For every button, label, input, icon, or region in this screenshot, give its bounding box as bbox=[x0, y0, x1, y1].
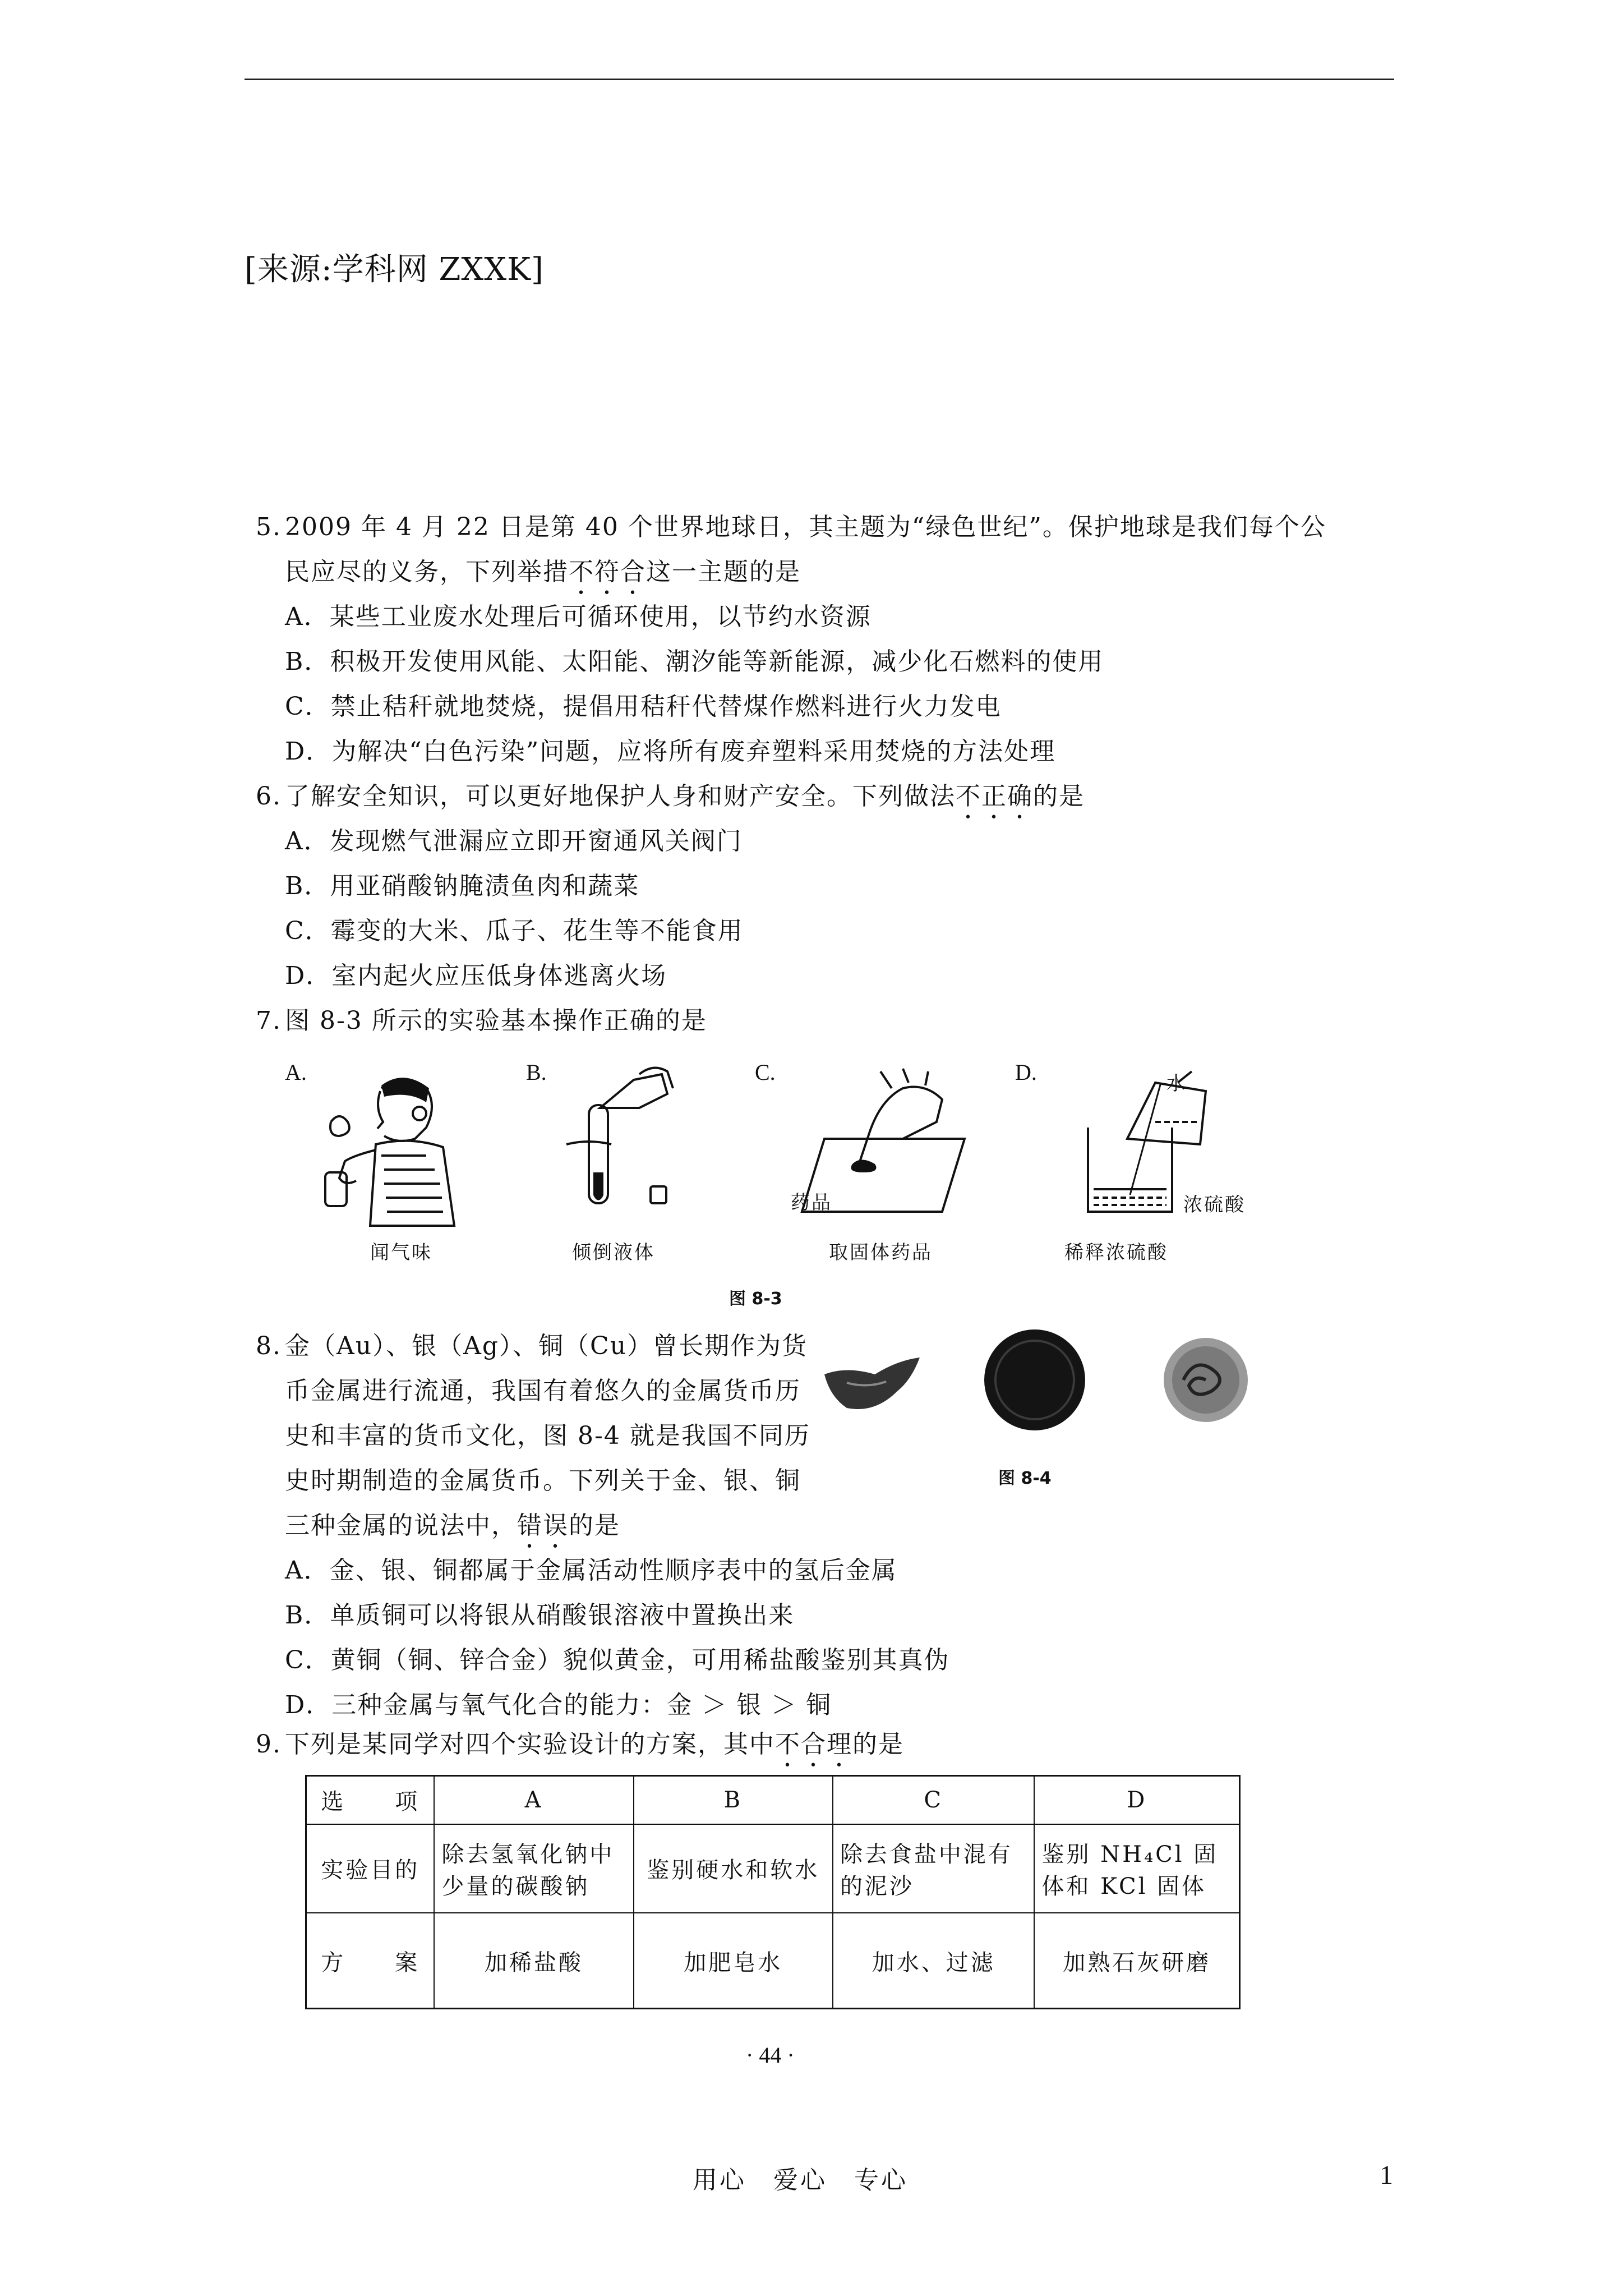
header-rule bbox=[245, 79, 1394, 80]
q5-stem-2a: 民应尽的义务，下列举措 bbox=[285, 558, 569, 586]
q9-number: 9. bbox=[256, 1730, 282, 1759]
q8-option-d: D．三种金属与氧气化合的能力：金 ＞ 银 ＞ 铜 bbox=[285, 1691, 832, 1719]
q7-caption-a: 闻气味 bbox=[370, 1241, 432, 1264]
q6-stem-b: 的是 bbox=[1033, 782, 1085, 811]
table-cell: 加水、过滤 bbox=[833, 1913, 1035, 2008]
q6-stem-a: 了解安全知识，可以更好地保护人身和财产安全。下列做法 bbox=[285, 782, 956, 811]
table-header-row bbox=[306, 1776, 1240, 1824]
table-cell: 加稀盐酸 bbox=[434, 1913, 633, 2008]
q8-option-a: A．金、银、铜都属于金属活动性顺序表中的氢后金属 bbox=[285, 1556, 897, 1585]
q6-number: 6. bbox=[256, 782, 282, 811]
q5-stem-2b: 这一主题的是 bbox=[646, 558, 801, 586]
q8-stem-1: 金（Au）、银（Ag）、铜（Cu）曾长期作为货 bbox=[285, 1332, 808, 1360]
q7-caption-d: 稀释浓硫酸 bbox=[1064, 1241, 1168, 1264]
q8-number: 8. bbox=[256, 1332, 282, 1360]
q9-stem-b: 的是 bbox=[852, 1730, 904, 1759]
q5-number: 5. bbox=[256, 513, 282, 541]
pouring-illustration bbox=[555, 1060, 701, 1228]
q7-label-d: D. bbox=[1015, 1060, 1037, 1085]
q5-emphasis: 不符合 bbox=[569, 558, 646, 586]
table-cell: 除去氢氧化钠中少量的碳酸钠 bbox=[434, 1824, 633, 1913]
page-number: · 44 · bbox=[746, 2042, 795, 2068]
drug-annotation: 药品 bbox=[791, 1191, 832, 1214]
table-row-label: 方 案 bbox=[306, 1913, 435, 2008]
q6-option-c: C．霉变的大米、瓜子、花生等不能食用 bbox=[285, 917, 744, 945]
q9-emphasis: 不合理 bbox=[775, 1730, 852, 1759]
water-annotation: 水 bbox=[1166, 1073, 1187, 1095]
q5-option-d: D．为解决“白色污染”问题，应将所有废弃塑料采用焚烧的方法处理 bbox=[285, 737, 1056, 766]
table-row bbox=[306, 1824, 1240, 1913]
q8-line3: 史和丰富的货币文化，图 8-4 就是我国不同历 bbox=[285, 1421, 810, 1450]
q8-line2: 币金属进行流通，我国有着悠久的金属货币历 bbox=[285, 1377, 801, 1405]
q5-line1 bbox=[256, 505, 1326, 550]
q7-label-b: B. bbox=[526, 1060, 547, 1085]
q5-option-c: C．禁止秸秆就地焚烧，提倡用秸秆代替煤作燃料进行火力发电 bbox=[285, 692, 1002, 721]
q9-stem-a: 下列是某同学对四个实验设计的方案，其中 bbox=[285, 1730, 775, 1759]
table-row bbox=[306, 1913, 1240, 2008]
q6-option-b: B．用亚硝酸钠腌渍鱼肉和蔬菜 bbox=[285, 872, 640, 900]
q5-option-a: A．某些工业废水处理后可循环使用，以节约水资源 bbox=[285, 602, 872, 631]
source-note: [来源:学科网 ZXXK] bbox=[245, 251, 544, 288]
figure-8-3-caption: 图 8-3 bbox=[729, 1289, 782, 1309]
q5-option-b: B．积极开发使用风能、太阳能、潮汐能等新能源，减少化石燃料的使用 bbox=[285, 647, 1104, 676]
q6-option-d: D．室内起火应压低身体逃离火场 bbox=[285, 961, 667, 990]
page-index: 1 bbox=[1380, 2160, 1393, 2190]
ancient-coins-illustration bbox=[813, 1329, 1273, 1464]
q6-line1 bbox=[256, 774, 1085, 825]
table-header-cell: 选 项 bbox=[306, 1776, 435, 1824]
table-row-label: 实验目的 bbox=[306, 1824, 435, 1913]
q7-line1 bbox=[256, 999, 707, 1043]
q8-option-b: B．单质铜可以将银从硝酸银溶液中置换出来 bbox=[285, 1601, 795, 1630]
table-header-cell: B bbox=[634, 1776, 833, 1824]
q8-line5 bbox=[285, 1503, 620, 1554]
figure-8-4-caption: 图 8-4 bbox=[998, 1469, 1052, 1488]
acid-annotation: 浓硫酸 bbox=[1183, 1194, 1246, 1216]
table-header-cell: D bbox=[1034, 1776, 1239, 1824]
experiment-options-table bbox=[305, 1775, 1241, 2009]
q8-line1 bbox=[256, 1324, 808, 1369]
q7-label-a: A. bbox=[285, 1060, 307, 1085]
q8-line4: 史时期制造的金属货币。下列关于金、银、铜 bbox=[285, 1466, 801, 1495]
q5-line2 bbox=[285, 550, 801, 600]
table-cell: 加肥皂水 bbox=[634, 1913, 833, 2008]
q9-line1 bbox=[256, 1722, 904, 1773]
q7-caption-c: 取固体药品 bbox=[829, 1241, 933, 1264]
q8-stem-5b: 的是 bbox=[569, 1511, 620, 1540]
q6-emphasis: 不正确 bbox=[956, 782, 1033, 811]
smelling-illustration bbox=[314, 1066, 465, 1234]
table-cell: 除去食盐中混有的泥沙 bbox=[833, 1824, 1035, 1913]
table-cell: 鉴别 NH₄Cl 固体和 KCl 固体 bbox=[1034, 1824, 1239, 1913]
table-cell: 加熟石灰研磨 bbox=[1034, 1913, 1239, 2008]
q6-option-a: A．发现燃气泄漏应立即开窗通风关阀门 bbox=[285, 827, 743, 855]
q8-stem-5a: 三种金属的说法中， bbox=[285, 1511, 517, 1540]
footer-motto: 用心 爱心 专心 bbox=[693, 2166, 908, 2194]
q7-stem: 图 8-3 所示的实验基本操作正确的是 bbox=[285, 1006, 707, 1035]
q7-label-c: C. bbox=[755, 1060, 776, 1085]
table-cell: 鉴别硬水和软水 bbox=[634, 1824, 833, 1913]
q7-number: 7. bbox=[256, 1006, 282, 1035]
q8-option-c: C．黄铜（铜、锌合金）貌似黄金，可用稀盐酸鉴别其真伪 bbox=[285, 1646, 950, 1674]
q7-caption-b: 倾倒液体 bbox=[572, 1241, 655, 1264]
table-header-cell: C bbox=[833, 1776, 1035, 1824]
table-header-cell: A bbox=[434, 1776, 633, 1824]
q8-emphasis: 错误 bbox=[517, 1511, 569, 1540]
q5-stem-1: 2009 年 4 月 22 日是第 40 个世界地球日，其主题为“绿色世纪”。保护地球是我们每个公 bbox=[285, 513, 1326, 541]
